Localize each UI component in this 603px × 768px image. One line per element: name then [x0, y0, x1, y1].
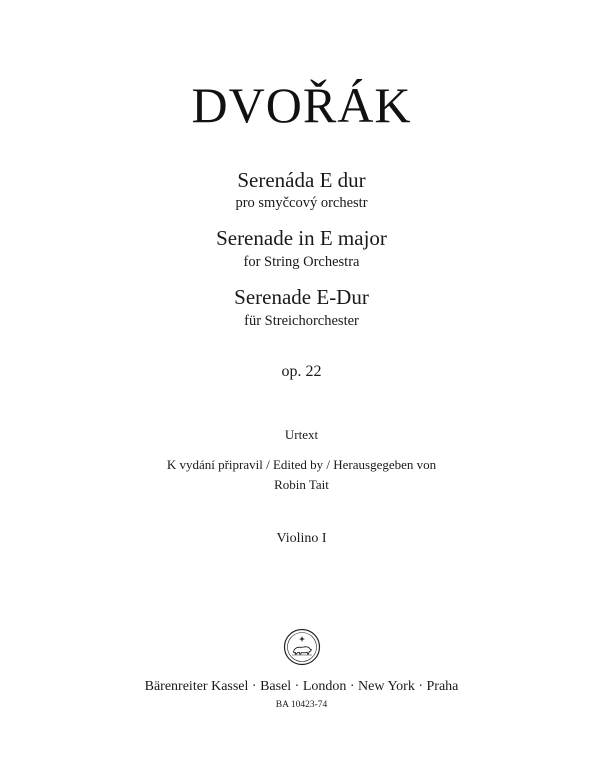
title-czech: Serenáda E dur [237, 168, 366, 192]
opus-number: op. 22 [281, 363, 322, 380]
barenreiter-bear-icon [283, 628, 321, 666]
publisher-line: Bärenreiter Kassel · Basel · London · New York · Praha [144, 679, 459, 694]
subtitle-german: für Streichorchester [244, 313, 359, 329]
edited-by-label: K vydání připravil / Edited by / Herausgegeben von [166, 457, 437, 472]
editor-name: Robin Tait [274, 477, 329, 492]
title-english: Serenade in E major [216, 226, 387, 250]
edition-type: Urtext [284, 427, 319, 442]
title-german: Serenade E-Dur [234, 285, 369, 309]
composer-name: DVOŘÁK [191, 77, 412, 133]
part-name: Violino I [276, 531, 327, 546]
subtitle-english: for String Orchestra [243, 254, 360, 270]
subtitle-czech: pro smyčcový orchestr [235, 195, 368, 211]
catalog-number: BA 10423-74 [275, 700, 328, 710]
